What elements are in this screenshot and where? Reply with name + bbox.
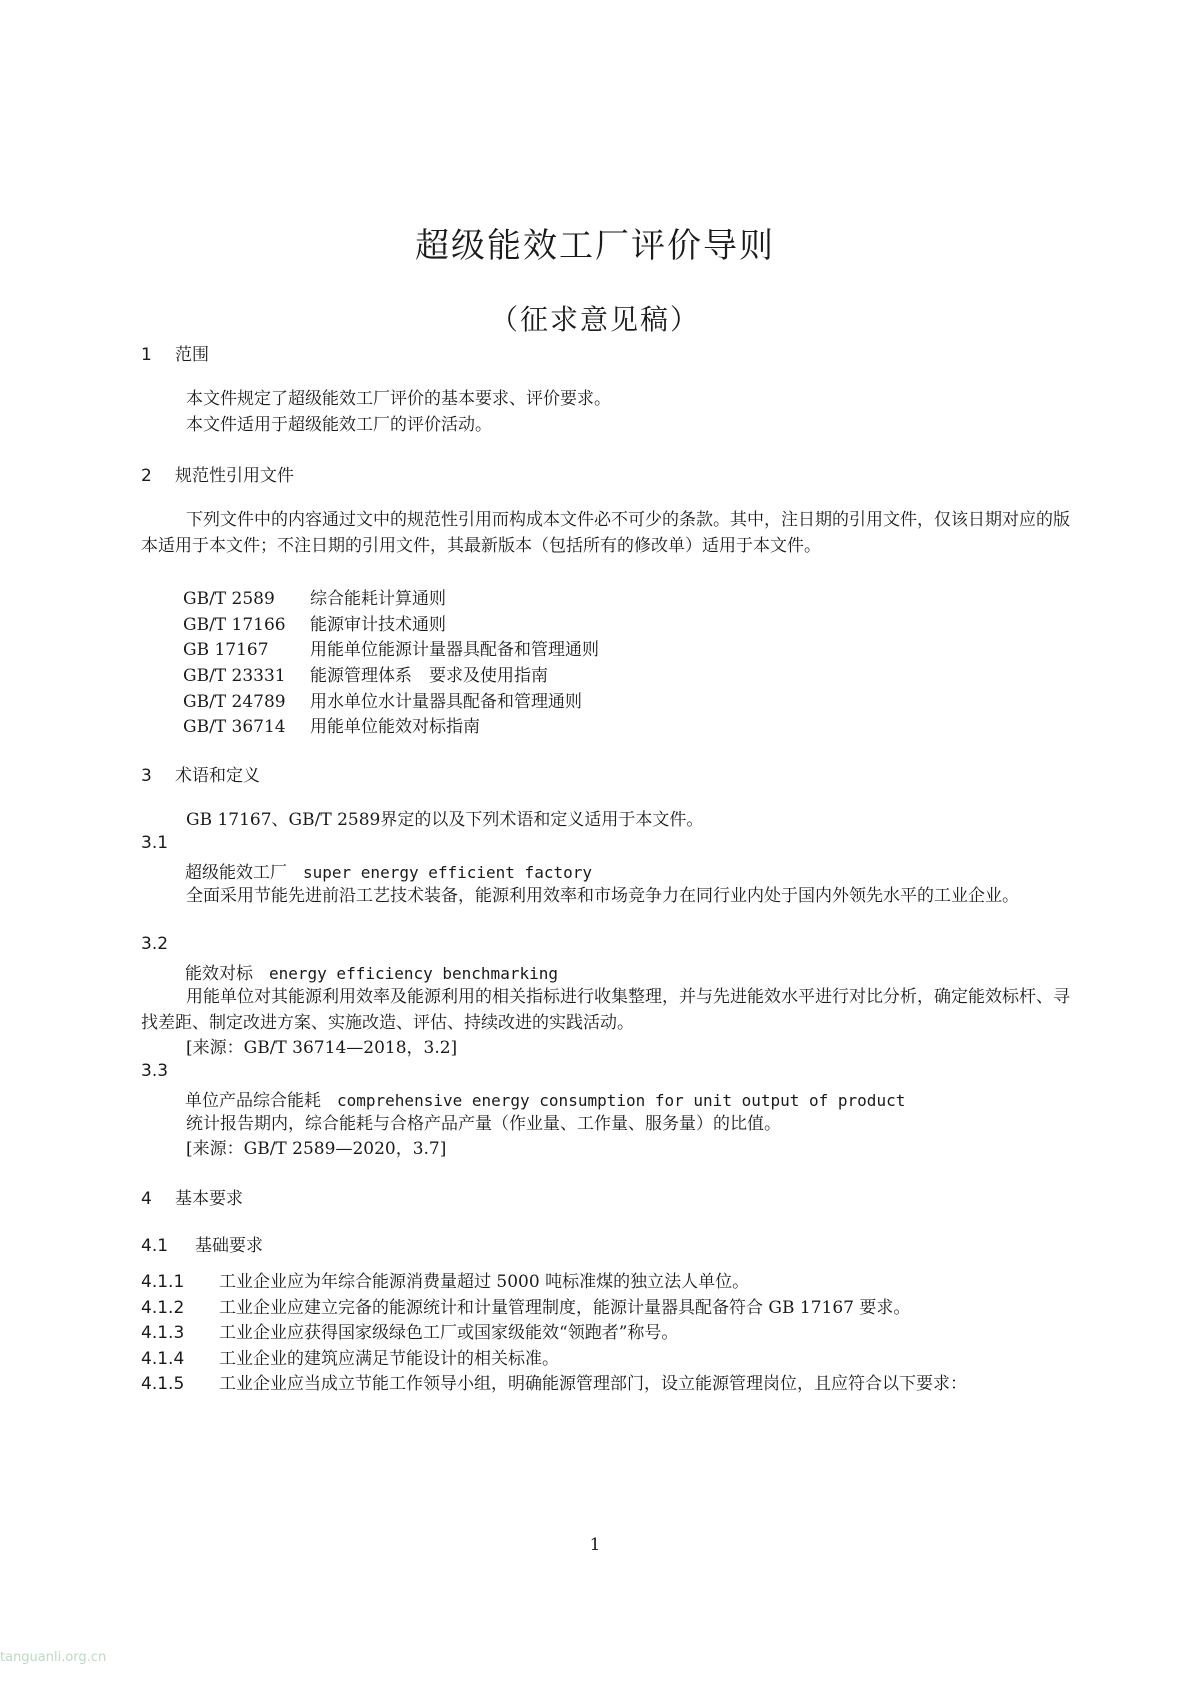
term-chinese: 能效对标 xyxy=(185,964,253,984)
clause xyxy=(141,1371,1076,1397)
section-title: 基本要求 xyxy=(175,1189,243,1209)
term-english: super energy efficient factory xyxy=(303,863,592,882)
reference-code: GB 17167 xyxy=(183,640,269,660)
subsection-heading xyxy=(141,1231,263,1256)
clause xyxy=(141,1320,1076,1346)
section-number: 2 xyxy=(141,466,152,486)
section-number: 1 xyxy=(141,345,152,365)
subsection-title: 基础要求 xyxy=(195,1236,263,1256)
reference-item xyxy=(183,712,480,737)
term-english: comprehensive energy consumption for unit output of product xyxy=(337,1091,906,1110)
section-title: 范围 xyxy=(175,345,209,365)
section-heading-references xyxy=(141,461,294,486)
term-chinese: 超级能效工厂 xyxy=(185,863,287,883)
term-heading xyxy=(185,959,558,984)
reference-item xyxy=(183,635,599,660)
term-definition: 统计报告期内，综合能耗与合格产品产量（作业量、工作量、服务量）的比值。 xyxy=(186,1114,781,1134)
reference-code: GB/T 2589 xyxy=(183,589,275,609)
section-title: 术语和定义 xyxy=(175,766,260,786)
section-heading-basic-requirements xyxy=(141,1184,243,1209)
clause xyxy=(141,1269,1076,1295)
reference-code: GB/T 17166 xyxy=(183,615,286,635)
term-source: [来源：GB/T 36714—2018，3.2] xyxy=(186,1038,458,1058)
term-english: energy efficiency benchmarking xyxy=(269,964,558,983)
section-number: 4 xyxy=(141,1189,152,1209)
section-heading-terms xyxy=(141,761,260,786)
clause-number: 4.1.1 xyxy=(141,1272,185,1292)
reference-name: 用能单位能源计量器具配备和管理通则 xyxy=(310,640,599,660)
clause-text: 工业企业应为年综合能源消费量超过 5000 吨标准煤的独立法人单位。 xyxy=(219,1272,750,1292)
reference-name: 能源审计技术通则 xyxy=(310,615,446,635)
reference-code: GB/T 23331 xyxy=(183,666,286,686)
term-definition: 全面采用节能先进前沿工艺技术装备，能源利用效率和市场竞争力在同行业内处于国内外领先水平的工业企业。 xyxy=(186,886,1019,906)
reference-code: GB/T 24789 xyxy=(183,692,286,712)
clause-text: 工业企业的建筑应满足节能设计的相关标准。 xyxy=(219,1349,559,1369)
document-subtitle: （征求意见稿） xyxy=(489,303,700,336)
term-source: [来源：GB/T 2589—2020，3.7] xyxy=(186,1139,447,1159)
reference-code: GB/T 36714 xyxy=(183,717,286,737)
clause-number: 4.1.4 xyxy=(141,1349,185,1369)
subsection-number: 4.1 xyxy=(141,1236,169,1256)
term-number: 3.2 xyxy=(141,934,169,954)
paragraph: 下列文件中的内容通过文中的规范性引用而构成本文件必不可少的条款。其中，注日期的引用文件，仅该日期对应的版本适用于本文件；不注日期的引用文件，其最新版本（包括所有的修改单）适用于本文件。 xyxy=(141,510,1070,556)
reference-name: 能源管理体系 要求及使用指南 xyxy=(310,666,548,686)
paragraph: GB 17167、GB/T 2589界定的以及下列术语和定义适用于本文件。 xyxy=(186,810,704,830)
term-number: 3.1 xyxy=(141,833,169,853)
section-title: 规范性引用文件 xyxy=(175,466,294,486)
term-heading xyxy=(185,1086,905,1111)
section-number: 3 xyxy=(141,766,152,786)
clause-text: 工业企业应获得国家级绿色工厂或国家级能效“领跑者”称号。 xyxy=(219,1323,679,1343)
clause-number: 4.1.2 xyxy=(141,1298,185,1318)
clause-number: 4.1.3 xyxy=(141,1323,185,1343)
term-chinese: 单位产品综合能耗 xyxy=(185,1091,321,1111)
clause xyxy=(141,1346,1076,1372)
watermark: tanguanli.org.cn xyxy=(0,1650,107,1665)
reference-name: 用能单位能效对标指南 xyxy=(310,717,480,737)
clause-text: 工业企业应建立完备的能源统计和计量管理制度，能源计量器具配备符合 GB 17167 要求。 xyxy=(219,1298,911,1318)
reference-item xyxy=(183,584,446,609)
term-definition: 用能单位对其能源利用效率及能源利用的相关指标进行收集整理，并与先进能效水平进行对比分析，确定能效标杆、寻找差距、制定改进方案、实施改造、评估、持续改进的实践活动。 xyxy=(141,987,1070,1033)
term-number: 3.3 xyxy=(141,1061,169,1081)
section-heading-scope xyxy=(141,340,209,365)
reference-name: 用水单位水计量器具配备和管理通则 xyxy=(310,692,582,712)
reference-name: 综合能耗计算通则 xyxy=(310,589,446,609)
clause-text: 工业企业应当成立节能工作领导小组，明确能源管理部门，设立能源管理岗位，且应符合以下要求： xyxy=(219,1374,967,1394)
reference-item xyxy=(183,661,548,686)
page-number: 1 xyxy=(589,1535,601,1555)
document-title: 超级能效工厂评价导则 xyxy=(415,226,775,266)
clause-number: 4.1.5 xyxy=(141,1374,185,1394)
reference-item xyxy=(183,610,446,635)
clause xyxy=(141,1295,1076,1321)
term-heading xyxy=(185,858,592,883)
paragraph: 本文件规定了超级能效工厂评价的基本要求、评价要求。 xyxy=(186,389,611,409)
paragraph: 本文件适用于超级能效工厂的评价活动。 xyxy=(186,415,492,435)
reference-item xyxy=(183,687,582,712)
